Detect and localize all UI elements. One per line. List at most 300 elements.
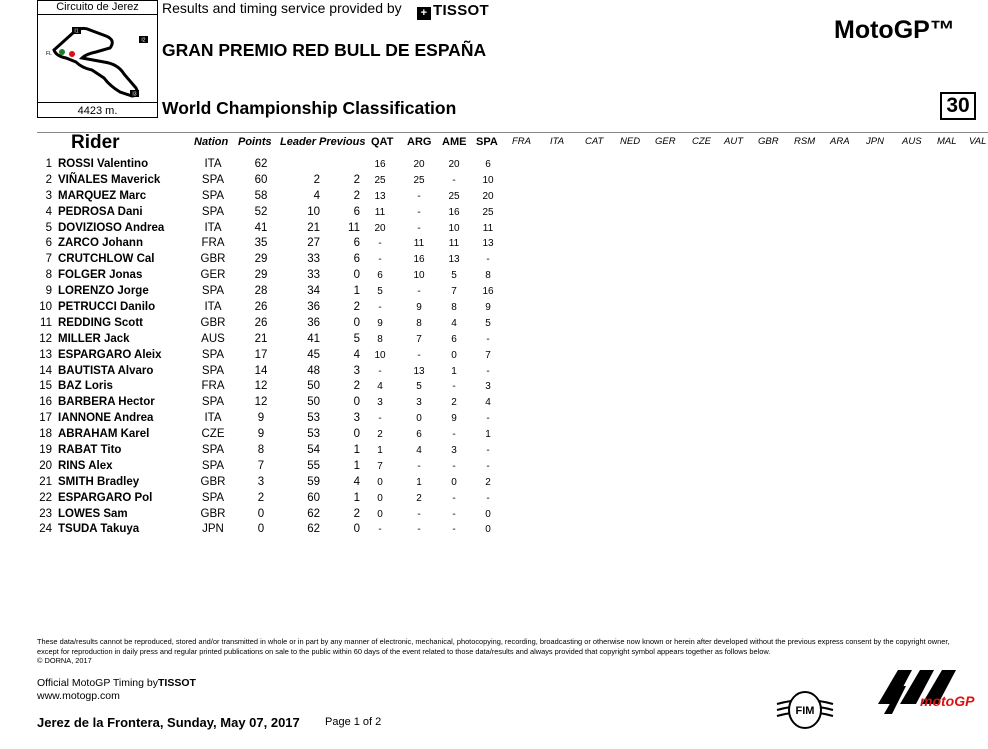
nation: SPA [201,348,225,361]
nation: GBR [200,253,226,266]
result-ame: - [452,381,456,393]
rider-name: PEDROSA Dani [58,205,143,218]
gap-to-leader: 45 [307,348,320,361]
classification-table [0,157,988,538]
result-qat: 0 [377,508,383,520]
result-arg: 1 [416,476,422,488]
result-qat: - [378,254,382,266]
result-ame: 4 [451,317,457,329]
gap-to-leader: 60 [307,491,320,504]
result-arg: - [417,460,421,472]
result-arg: 11 [413,238,425,250]
motogp-logo-icon [870,664,980,734]
tissot-logo-text: TISSOT [433,2,489,19]
header-race-rsm: RSM [794,136,816,147]
rider-name: BARBERA Hector [58,396,155,409]
result-arg: 13 [413,365,425,377]
rider-name: DOVIZIOSO Andrea [58,221,165,234]
nation: SPA [201,396,225,409]
result-spa: 25 [482,206,494,218]
nation: SPA [201,205,225,218]
table-row [0,491,988,507]
fim-logo-text: FIM [795,705,815,717]
header-leader: Leader [280,136,317,148]
gap-to-leader: 36 [307,316,320,329]
nation: SPA [201,459,225,472]
gap-to-previous: 1 [353,491,360,504]
points: 26 [254,316,268,329]
result-spa: 20 [482,190,494,202]
result-spa: 1 [485,429,491,441]
gap-to-leader: 21 [307,221,320,234]
gap-to-leader: 2 [313,173,320,186]
position: 9 [45,285,52,298]
table-row [0,411,988,427]
table-row [0,507,988,523]
table-row [0,300,988,316]
header-points: Points [238,136,272,148]
points: 29 [254,253,268,266]
result-ame: 0 [451,476,457,488]
gap-to-previous: 4 [353,475,360,488]
header-race-ame: AME [442,136,467,148]
points: 3 [257,475,265,488]
header-previous: Previous [319,136,366,148]
header-race-spa: SPA [476,136,498,148]
result-ame: 1 [451,365,457,377]
nation: SPA [201,364,225,377]
result-arg: - [417,190,421,202]
nation: FRA [201,380,225,393]
result-qat: 4 [377,381,383,393]
position: 16 [39,396,52,409]
table-row [0,205,988,221]
result-qat: 9 [377,317,383,329]
gap-to-previous: 2 [353,380,360,393]
points: 7 [257,459,265,472]
sector-label-i1: I1 [74,28,79,35]
gap-to-previous: 0 [353,428,360,441]
position: 13 [39,348,52,361]
tissot-logo [417,3,489,20]
table-row [0,268,988,284]
result-spa: - [486,333,490,345]
nation: GBR [200,507,226,520]
result-qat: 16 [374,159,386,170]
result-spa: 9 [485,302,491,314]
result-qat: - [378,238,382,250]
gap-to-previous: 0 [353,523,360,536]
points: 62 [254,158,268,170]
result-spa: 13 [482,238,494,250]
position: 2 [45,173,52,186]
table-row [0,189,988,205]
result-spa: - [486,413,490,425]
event-title: GRAN PREMIO RED BULL DE ESPAÑA [162,40,487,60]
result-spa: - [486,365,490,377]
finish-line-label: FL [46,51,52,57]
sector-label-i2: I2 [141,37,146,44]
table-row [0,364,988,380]
header-race-gbr: GBR [758,136,779,147]
table-row [0,379,988,395]
nation: ITA [204,301,222,314]
header-rider: Rider [71,132,120,153]
result-qat: 13 [374,190,386,202]
gap-to-previous: 1 [353,285,360,298]
result-ame: - [452,524,456,536]
gap-to-previous: 5 [353,332,360,345]
points: 8 [257,444,265,457]
header-race-jpn: JPN [866,136,884,147]
points: 60 [254,173,268,186]
disclaimer [37,637,967,666]
result-qat: 25 [374,174,386,186]
position: 3 [45,189,52,202]
gap-to-leader: 54 [307,444,320,457]
nation: ITA [204,412,222,425]
gap-to-leader: 62 [307,507,320,520]
gap-to-leader: 50 [307,380,320,393]
result-qat: 8 [377,333,383,345]
rider-name: PETRUCCI Danilo [58,301,156,314]
gap-to-previous: 3 [353,364,360,377]
gap-to-previous: 4 [353,348,360,361]
position: 21 [39,475,52,488]
tissot-cross-icon: + [417,7,431,20]
rider-name: SMITH Bradley [58,475,140,488]
nation: AUS [201,332,225,345]
fim-logo-icon [775,686,835,732]
result-arg: 20 [413,159,425,170]
result-qat: 0 [377,492,383,504]
result-spa: 5 [485,317,491,329]
points: 12 [254,396,268,409]
gap-to-previous: 2 [353,173,360,186]
gap-to-previous: 6 [353,237,360,250]
sector-label-i3: I3 [132,91,137,98]
result-spa: 0 [485,524,491,536]
rider-name: MILLER Jack [58,332,130,345]
nation: SPA [201,444,225,457]
result-ame: 13 [448,254,460,266]
points: 0 [257,507,265,520]
gap-to-previous: 6 [353,253,360,266]
result-qat: - [378,302,382,314]
header-race-arg: ARG [407,136,432,148]
points: 14 [254,364,268,377]
gap-to-leader: 53 [307,412,320,425]
result-ame: - [452,508,456,520]
result-arg: - [417,508,421,520]
position: 1 [45,158,52,170]
nation: ITA [204,221,222,234]
page-number-badge: 30 [940,92,976,120]
table-row [0,459,988,475]
header-race-aus: AUS [902,136,922,147]
points: 28 [254,285,268,298]
result-arg: 8 [416,317,422,329]
result-spa: - [486,445,490,457]
nation: SPA [201,285,225,298]
result-arg: 10 [413,270,425,282]
result-arg: 2 [416,492,422,504]
rider-name: LOWES Sam [58,507,128,520]
result-ame: 9 [451,413,457,425]
result-spa: 6 [485,159,491,170]
rider-name: REDDING Scott [58,316,143,329]
result-spa: 3 [485,381,491,393]
result-arg: 5 [416,381,422,393]
nation: SPA [201,491,225,504]
table-row [0,475,988,491]
rider-name: BAZ Loris [58,380,113,393]
table-row [0,236,988,252]
rider-name: ZARCO Johann [58,237,143,250]
result-qat: 0 [377,476,383,488]
gap-to-leader: 27 [307,237,320,250]
position: 20 [39,459,52,472]
classification-title: World Championship Classification [162,98,457,118]
gap-to-previous: 3 [353,412,360,425]
nation: GBR [200,475,226,488]
result-spa: - [486,492,490,504]
header-race-cat: CAT [585,136,604,147]
nation: SPA [201,189,225,202]
venue-date: Jerez de la Frontera, Sunday, May 07, 2017 [37,715,300,730]
rider-name: TSUDA Takuya [58,523,140,536]
circuit-name: Circuito de Jerez [38,1,157,15]
rider-name: IANNONE Andrea [58,412,154,425]
result-spa: 8 [485,270,491,282]
rider-name: RINS Alex [58,459,113,472]
gap-to-leader: 41 [307,332,320,345]
gap-to-previous: 0 [353,269,360,282]
result-spa: 10 [482,174,494,186]
position: 19 [39,444,52,457]
result-qat: - [378,524,382,536]
result-arg: - [417,206,421,218]
gap-to-leader: 59 [307,475,320,488]
nation: JPN [202,523,224,536]
result-ame: 7 [451,286,457,298]
website-link[interactable]: www.motogp.com [37,690,120,702]
rider-name: BAUTISTA Alvaro [58,364,154,377]
rider-name: ESPARGARO Aleix [58,348,162,361]
position: 8 [45,269,52,282]
table-row [0,443,988,459]
result-qat: - [378,413,382,425]
result-arg: 0 [416,413,422,425]
table-row [0,173,988,189]
result-spa: 4 [485,397,491,409]
result-arg: 3 [416,397,422,409]
gap-to-previous: 0 [353,316,360,329]
gap-to-leader: 36 [307,301,320,314]
result-qat: 10 [374,349,386,361]
gap-to-leader: 33 [307,269,320,282]
position: 14 [39,364,52,377]
motogp-logo-text: motoGP [920,693,975,709]
header-race-cze: CZE [692,136,711,147]
nation: FRA [201,237,225,250]
header-race-qat: QAT [371,136,394,148]
gap-to-previous: 2 [353,189,360,202]
header-race-mal: MAL [937,136,957,147]
result-spa: 0 [485,508,491,520]
position: 6 [45,237,52,250]
result-ame: 8 [451,302,457,314]
result-arg: - [417,286,421,298]
result-qat: 3 [377,397,383,409]
gap-to-previous: 1 [353,459,360,472]
result-qat: 1 [377,445,383,457]
result-ame: 2 [451,397,457,409]
points: 26 [254,301,268,314]
disclaimer-text: These data/results cannot be reproduced, stored and/or transmitted in whole or in part by any manner of electronic, mechanical, photocopying, recording, broadcasting or otherwise now known or herein after developed without the previous express consent by the copyright owner, except for reproduction in daily press and regular printed publications on sale to the public within 60 days of the event related to those data/results and always provided that copyright symbol appears together as follows below. [37,637,950,656]
points: 58 [254,189,268,202]
table-row [0,427,988,443]
points: 17 [254,348,268,361]
result-ame: - [452,429,456,441]
rider-name: ROSSI Valentino [58,158,149,170]
position: 12 [39,332,52,345]
copyright: © DORNA, 2017 [37,656,92,665]
result-arg: - [417,222,421,234]
table-row [0,252,988,268]
table-row [0,332,988,348]
gap-to-previous: 2 [353,507,360,520]
result-ame: 10 [448,222,460,234]
position: 4 [45,205,52,218]
position: 5 [45,221,52,234]
header-race-fra: FRA [512,136,531,147]
circuit-map-icon [44,18,152,100]
result-arg: 4 [416,445,422,457]
page-of: Page 1 of 2 [325,716,382,728]
gap-to-leader: 10 [307,205,320,218]
result-arg: 16 [413,254,425,266]
gap-to-leader: 50 [307,396,320,409]
result-ame: 25 [448,190,460,202]
rider-name: RABAT Tito [58,444,122,457]
provided-by-text: Results and timing service provided by [162,0,402,16]
position: 7 [45,253,52,266]
result-ame: - [452,460,456,472]
result-arg: 25 [413,174,425,186]
points: 35 [254,237,268,250]
result-qat: 11 [374,206,386,218]
result-spa: - [486,254,490,266]
points: 21 [254,332,268,345]
points: 12 [254,380,268,393]
nation: ITA [204,158,222,170]
official-timing-brand: TISSOT [158,677,196,689]
result-arg: - [417,524,421,536]
result-qat: 7 [377,460,383,472]
result-ame: - [452,174,456,186]
brand-title: MotoGP™ [834,16,955,44]
table-row [0,157,988,173]
position: 10 [39,301,52,314]
header-race-ger: GER [655,136,676,147]
header-race-val: VAL [969,136,987,147]
result-ame: 0 [451,349,457,361]
gap-to-previous: 2 [353,301,360,314]
result-ame: - [452,492,456,504]
position: 15 [39,380,52,393]
result-ame: 11 [448,238,460,250]
table-row [0,221,988,237]
result-ame: 5 [451,270,457,282]
gap-to-previous: 6 [353,205,360,218]
nation: SPA [201,173,225,186]
points: 52 [254,205,268,218]
header-nation: Nation [194,136,229,148]
points: 0 [257,523,265,536]
result-arg: 9 [416,302,422,314]
table-row [0,348,988,364]
result-spa: 11 [482,222,494,234]
header-race-ned: NED [620,136,641,147]
result-spa: 2 [485,476,491,488]
circuit-info-box [37,0,158,118]
result-ame: 16 [448,206,460,218]
result-qat: 2 [377,429,383,441]
nation: GBR [200,316,226,329]
header-race-ara: ARA [830,136,850,147]
official-timing-text: Official MotoGP Timing by [37,677,158,689]
points: 9 [257,412,265,425]
points: 9 [257,428,265,441]
gap-to-leader: 55 [307,459,320,472]
points: 29 [254,269,268,282]
position: 11 [40,316,52,329]
rider-name: FOLGER Jonas [58,269,143,282]
gap-to-leader: 48 [307,364,320,377]
rider-name: VIÑALES Maverick [58,173,161,186]
header-divider [37,132,988,133]
gap-to-previous: 11 [348,221,360,234]
gap-to-leader: 53 [307,428,320,441]
result-ame: 20 [448,159,460,170]
position: 24 [39,523,52,536]
result-ame: 6 [451,333,457,345]
table-row [0,395,988,411]
gap-to-previous: 0 [353,396,360,409]
position: 23 [39,507,52,520]
result-spa: 7 [485,349,491,361]
gap-to-leader: 4 [313,189,320,202]
result-qat: 5 [377,286,383,298]
result-qat: - [378,365,382,377]
rider-name: LORENZO Jorge [58,285,149,298]
result-arg: 6 [416,429,422,441]
rider-name: MARQUEZ Marc [58,189,147,202]
points: 2 [257,491,265,504]
table-row [0,316,988,332]
position: 22 [39,491,52,504]
nation: GER [200,269,226,282]
result-arg: 7 [416,333,422,345]
circuit-length: 4423 m. [38,102,157,119]
rider-name: ABRAHAM Karel [58,428,150,441]
rider-name: CRUTCHLOW Cal [58,253,155,266]
points: 41 [254,221,268,234]
result-arg: - [417,349,421,361]
result-qat: 20 [374,222,386,234]
table-row [0,284,988,300]
